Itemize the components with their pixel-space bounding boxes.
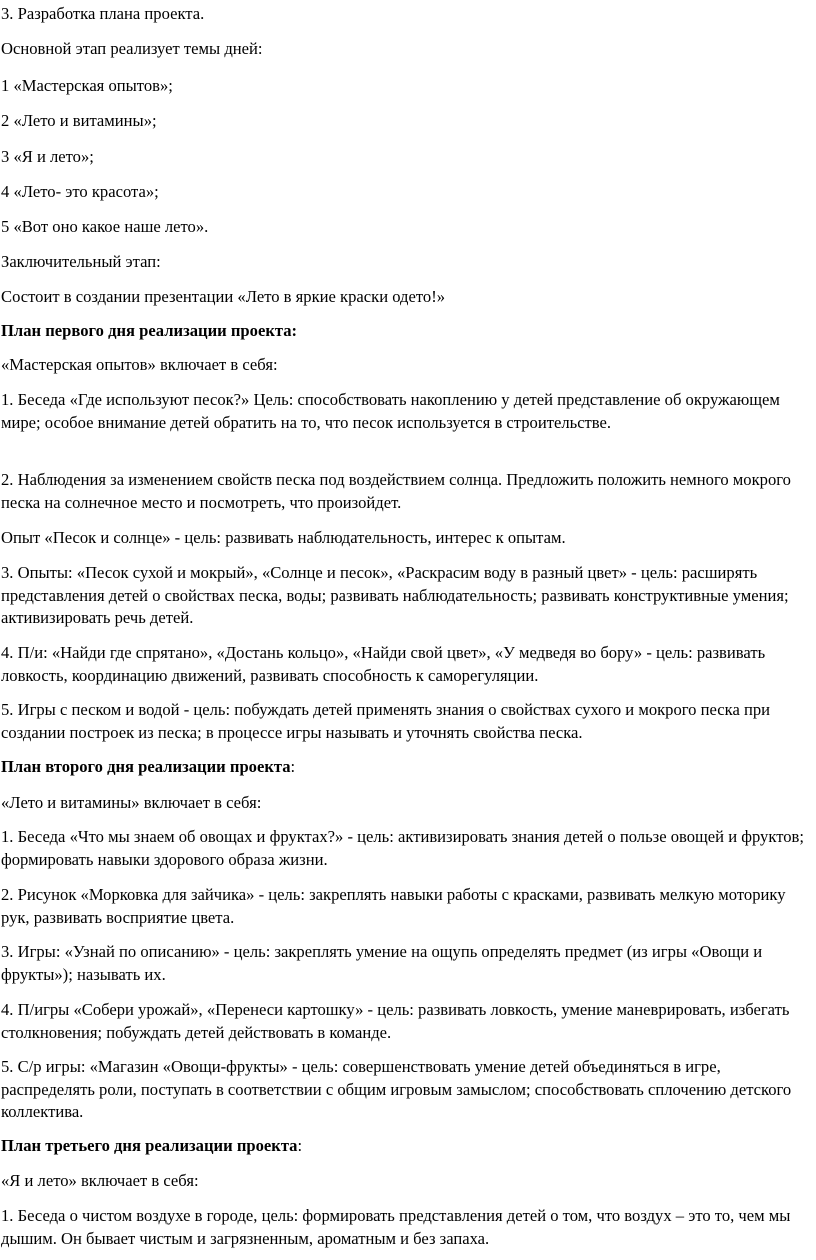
list-item: 4. П/игры «Собери урожай», «Перенеси картошку» - цель: развивать ловкость, умение маневрировать, избегать столкновения; побуждать детей действовать в команде. [1,1000,790,1042]
list-item: 4. П/и: «Найди где спрятано», «Достань кольцо», «Найди свой цвет», «У медведя во бору» - цель: развивать ловкость, координацию движений, развивать способность к саморегуляции. [1,643,766,685]
paragraph: Основной этап реализует темы дней: [1,39,263,58]
paragraph: Опыт «Песок и солнце» - цель: развивать наблюдательность, интерес к опытам. [1,528,566,547]
paragraph: «Мастерская опытов» включает в себя: [1,355,278,374]
paragraph: «Я и лето» включает в себя: [1,1171,199,1190]
paragraph: «Лето и витамины» включает в себя: [1,793,262,812]
list-item: 2. Наблюдения за изменением свойств песка под воздействием солнца. Предложить положить немного мокрого песка на солнечное место и посмотреть, что произойдет. [1,470,791,512]
list-item: 2 «Лето и витамины»; [1,111,157,130]
list-item: 5 «Вот оно какое наше лето». [1,217,209,236]
list-item: 3. Опыты: «Песок сухой и мокрый», «Солнце и песок», «Раскрасим воду в разный цвет» - цель: расширять представления детей о свойствах песка, воды; развивать наблюдательность; развивать конструктивные умения; активизировать речь детей. [1,563,789,627]
list-item: 3 «Я и лето»; [1,147,94,166]
day-plan-heading: План первого дня реализации проекта: [1,321,298,340]
list-item: 1. Беседа «Что мы знаем об овощах и фруктах?» - цель: активизировать знания детей о пользе овощей и фруктов; формировать навыки здорового образа жизни. [1,827,804,869]
list-item: 4 «Лето- это красота»; [1,182,159,201]
list-item: 3. Игры: «Узнай по описанию» - цель: закреплять умение на ощупь определять предмет (из игры «Овощи и фрукты»); называть их. [1,942,763,984]
heading-text: План третьего дня реализации проекта [1,1136,298,1155]
paragraph: Состоит в создании презентации «Лето в яркие краски одето!» [1,287,446,306]
paragraph: Заключительный этап: [1,252,161,271]
list-item: 5. С/р игры: «Магазин «Овощи-фрукты» - цель: совершенствовать умение детей объединяться в игре, распределять роли, поступать в соответствии с общим игровым замыслом; способствовать сплочению детского коллектива. [1,1057,792,1121]
day-plan-heading [1,1135,805,1158]
list-item: 5. Игры с песком и водой - цель: побуждать детей применять знания о свойствах сухого и мокрого песка при создании построек из песка; в процессе игры называть и уточнять свойства песка. [1,700,771,742]
list-item: 1 «Мастерская опытов»; [1,76,173,95]
heading-text: План второго дня реализации проекта [1,757,291,776]
list-item: 1. Беседа «Где используют песок?» Цель: способствовать накоплению у детей представление об окружающем мире; особое внимание детей обратить на то, что песок используется в строительстве. [1,390,780,432]
section-heading: 3. Разработка плана проекта. [1,4,205,23]
heading-suffix: : [290,757,296,776]
list-item: 1. Беседа о чистом воздухе в городе, цель: формировать представления детей о том, что воздух – это то, чем мы дышим. Он бывает чистым и загрязненным, ароматным и без запаха. [1,1206,791,1248]
heading-suffix: : [297,1136,303,1155]
day-plan-heading [1,756,805,779]
list-item: 2. Рисунок «Морковка для зайчика» - цель: закреплять навыки работы с красками, развивать мелкую моторику рук, развивать восприятие цвета. [1,885,786,927]
